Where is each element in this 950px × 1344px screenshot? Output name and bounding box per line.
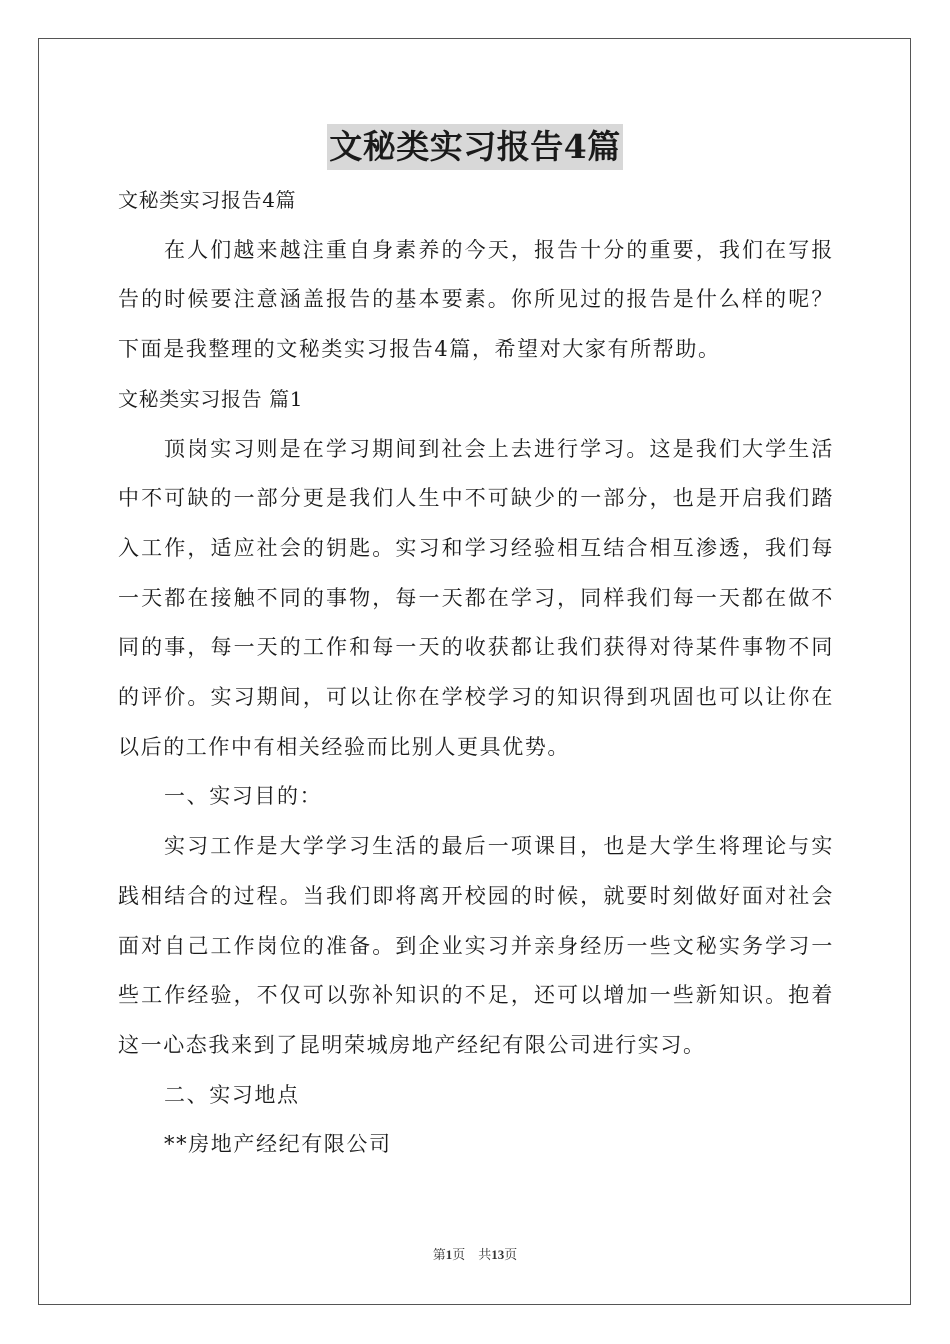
intro-paragraph: 在人们越来越注重自身素养的今天，报告十分的重要，我们在写报告的时候要注意涵盖报告的基本要素。你所见过的报告是什么样的呢？下面是我整理的文秘类实习报告4篇，希望对大家有所帮助。 [118, 237, 834, 362]
page-footer [0, 1244, 950, 1263]
document-body [118, 176, 834, 1170]
subtitle-paragraph: 文秘类实习报告4篇 [118, 188, 297, 212]
title-container [0, 124, 950, 170]
body-paragraph: 实习工作是大学学习生活的最后一项课目，也是大学生将理论与实践相结合的过程。当我们即将离开校园的时候，就要时刻做好面对社会面对自己工作岗位的准备。到企业实习并亲身经历一些文秘实务学习一些工作经验，不仅可以弥补知识的不足，还可以增加一些新知识。抱着这一心态我来到了昆明荣城房地产经纪有限公司进行实习。 [118, 834, 834, 1057]
section-heading-part1: 文秘类实习报告 篇1 [118, 386, 304, 411]
footer-suffix: 页 [504, 1247, 518, 1262]
footer-middle: 页 共 [452, 1247, 492, 1262]
subsection-heading-purpose: 一、实习目的： [164, 784, 323, 809]
footer-prefix: 第 [432, 1247, 446, 1262]
subsection-heading-location: 二、实习地点 [164, 1082, 300, 1107]
location-paragraph: **房地产经纪有限公司 [164, 1132, 392, 1157]
body-paragraph: 顶岗实习则是在学习期间到社会上去进行学习。这是我们大学生活中不可缺的一部分更是我们人生中不可缺少的一部分，也是开启我们踏入工作，适应社会的钥匙。实习和学习经验相互结合相互渗透，我们每一天都在接触不同的事物，每一天都在学习，同样我们每一天都在做不同的事，每一天的工作和每一天的收获都让我们获得对待某件事物不同的评价。实习期间，可以让你在学校学习的知识得到巩固也可以让你在以后的工作中有相关经验而比别人更具优势。 [118, 436, 834, 759]
footer-page-number: 1 [445, 1247, 453, 1262]
footer-total-pages: 13 [491, 1247, 505, 1262]
document-title: 文秘类实习报告4篇 [327, 124, 622, 170]
